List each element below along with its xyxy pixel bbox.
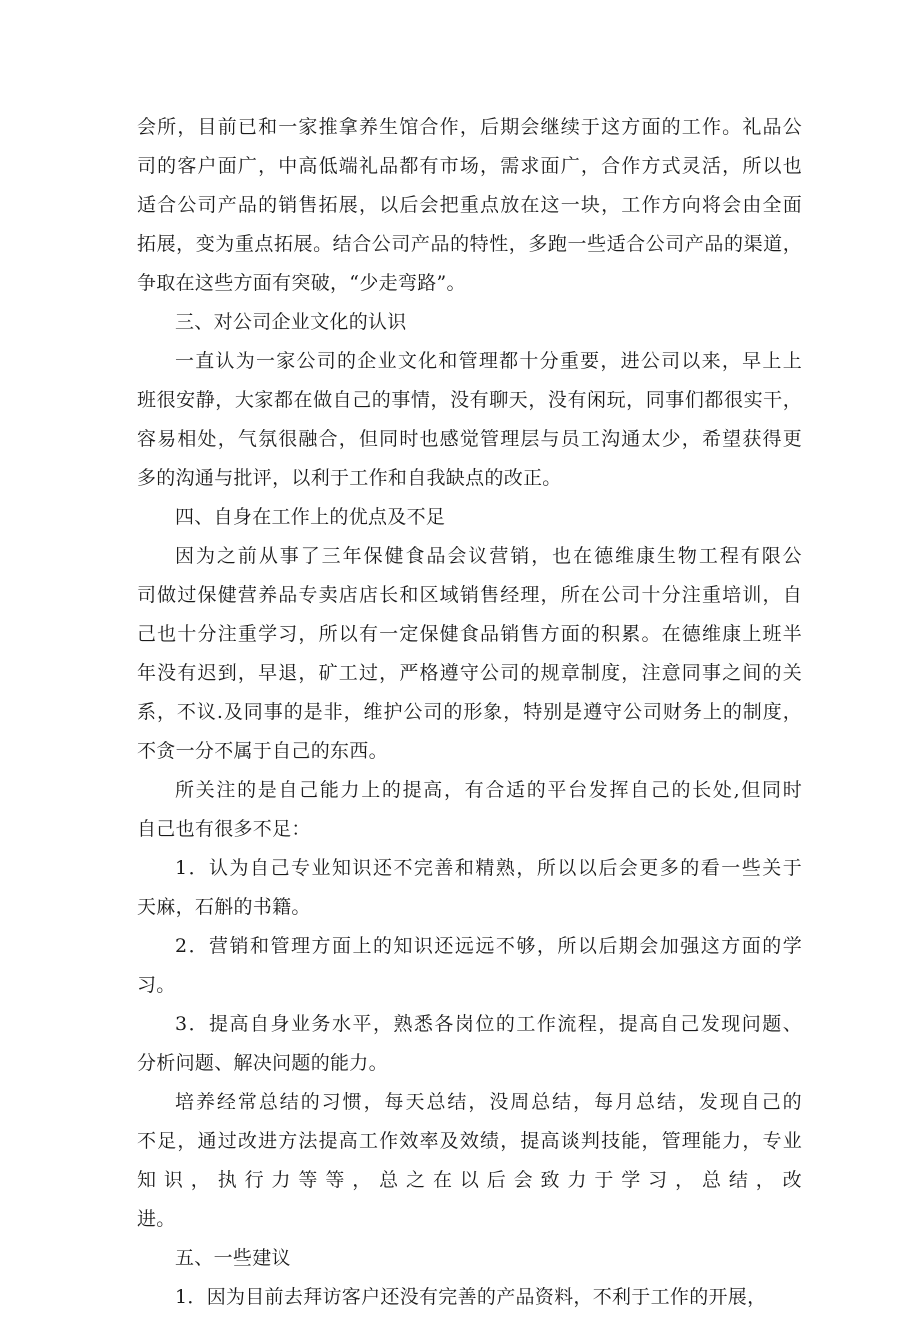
- paragraph: [137, 771, 802, 849]
- text-line: 所关注的是自己能力上的提高，有合适的平台发挥自己的长处,但同时: [175, 779, 802, 801]
- text-line: 3．提高自身业务水平，熟悉各岗位的工作流程，提高自己发现问题、: [175, 1013, 802, 1035]
- text-line: 四、自身在工作上的优点及不足: [175, 506, 446, 528]
- text-line: 适合公司产品的销售拓展，以后会把重点放在这一块，工作方向将会由全面: [137, 194, 802, 216]
- text-line: 习。: [137, 974, 176, 996]
- paragraph: [137, 342, 802, 498]
- text-line: 一直认为一家公司的企业文化和管理都十分重要，进公司以来，早上上: [175, 350, 802, 372]
- text-line: 1．因为目前去拜访客户还没有完善的产品资料，不利于工作的开展，: [175, 1286, 767, 1308]
- text-line: 不贪一分不属于自己的东西。: [137, 740, 388, 762]
- text-line: 争取在这些方面有突破，“少走弯路”。: [137, 272, 466, 294]
- text-line: 知识，执行力等等，总之在以后会致力于学习，总结，改: [137, 1169, 802, 1191]
- text-line: 五、一些建议: [175, 1247, 291, 1269]
- text-line: 不足，通过改进方法提高工作效率及效绩，提高谈判技能，管理能力，专业: [137, 1130, 802, 1152]
- text-line: 会所，目前已和一家推拿养生馆合作，后期会继续于这方面的工作。礼品公: [137, 116, 802, 138]
- document-body: [137, 108, 802, 1317]
- text-line: 三、对公司企业文化的认识: [175, 311, 407, 333]
- paragraph: [137, 1083, 802, 1239]
- text-line: 容易相处，气氛很融合，但同时也感觉管理层与员工沟通太少，希望获得更: [137, 428, 802, 450]
- text-line: 年没有迟到，早退，矿工过，严格遵守公司的规章制度，注意同事之间的关: [137, 662, 802, 684]
- text-line: 自己也有很多不足：: [137, 818, 311, 840]
- paragraph: [137, 1005, 802, 1083]
- paragraph: [137, 537, 802, 771]
- paragraph: [137, 108, 802, 303]
- text-line: 1．认为自己专业知识还不完善和精熟，所以以后会更多的看一些关于: [175, 857, 802, 879]
- paragraph: [137, 1278, 802, 1317]
- text-line: 系，不议.及同事的是非，维护公司的形象，特别是遵守公司财务上的制度，: [137, 701, 802, 723]
- text-line: 培养经常总结的习惯，每天总结，没周总结，每月总结，发现自己的: [175, 1091, 802, 1113]
- paragraph: [137, 927, 802, 1005]
- text-line: 2．营销和管理方面上的知识还远远不够，所以后期会加强这方面的学: [175, 935, 802, 957]
- text-line: 多的沟通与批评，以利于工作和自我缺点的改正。: [137, 467, 562, 489]
- text-line: 分析问题、解决问题的能力。: [137, 1052, 388, 1074]
- paragraph: [137, 849, 802, 927]
- section-heading: [137, 498, 802, 537]
- text-line: 因为之前从事了三年保健食品会议营销，也在德维康生物工程有限公: [175, 545, 802, 567]
- section-heading: [137, 303, 802, 342]
- text-line: 司的客户面广，中高低端礼品都有市场，需求面广，合作方式灵活，所以也: [137, 155, 802, 177]
- text-line: 拓展，变为重点拓展。结合公司产品的特性，多跑一些适合公司产品的渠道，: [137, 233, 802, 255]
- text-line: 司做过保健营养品专卖店店长和区域销售经理，所在公司十分注重培训，自: [137, 584, 802, 606]
- text-line: 己也十分注重学习，所以有一定保健食品销售方面的积累。在德维康上班半: [137, 623, 802, 645]
- section-heading: [137, 1239, 802, 1278]
- text-line: 天麻，石斛的书籍。: [137, 896, 311, 918]
- text-line: 进。: [137, 1208, 176, 1230]
- text-line: 班很安静，大家都在做自己的事情，没有聊天，没有闲玩，同事们都很实干，: [137, 389, 802, 411]
